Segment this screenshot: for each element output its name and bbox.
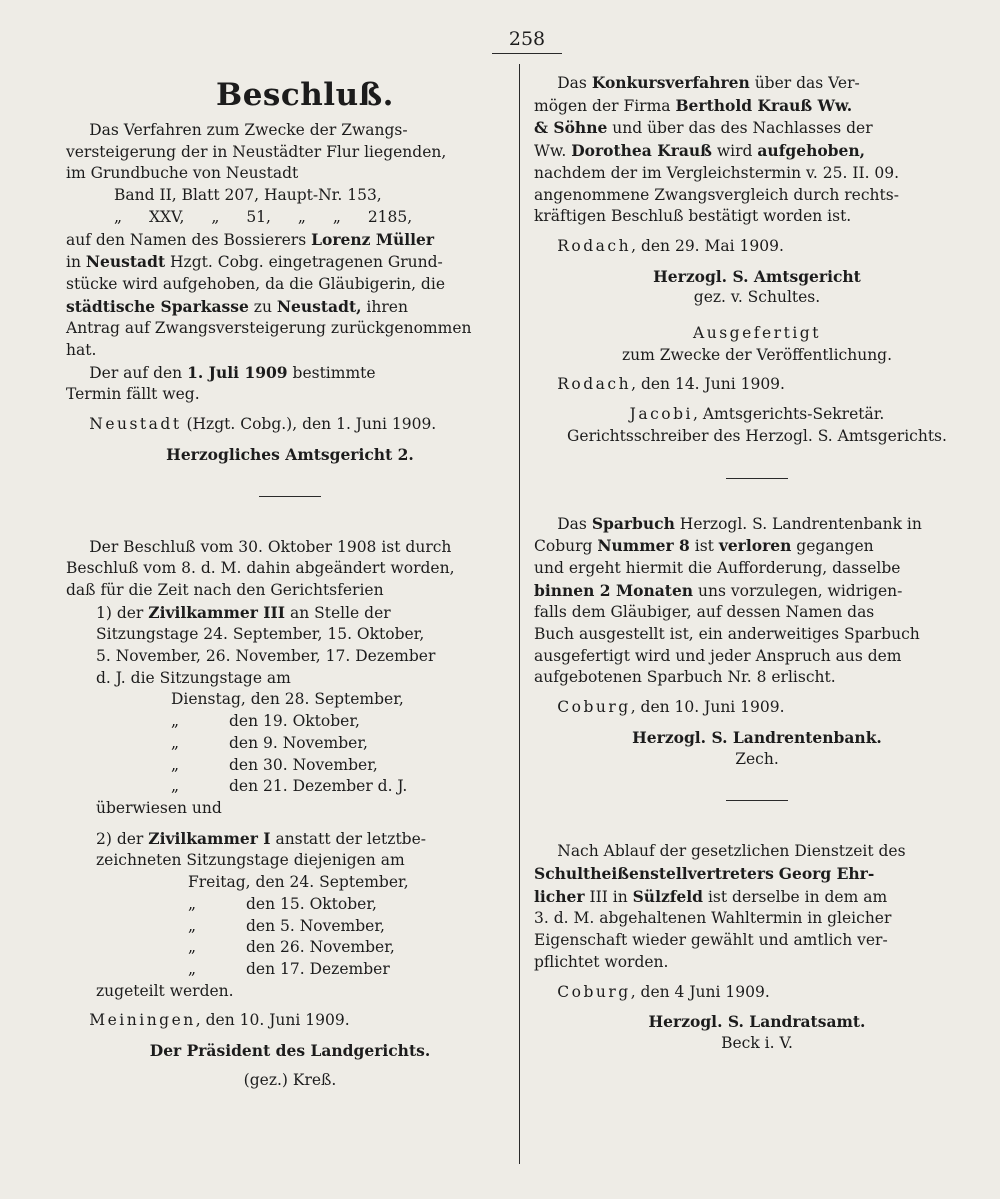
text-line: Der auf den 1. Juli 1909 bestimmte	[89, 362, 376, 382]
land-register-line: Band II, Blatt 207, Haupt-Nr. 153,	[114, 186, 382, 205]
text-line: ausgefertigt wird und jeder Anspruch aus dem	[534, 646, 902, 665]
column-divider	[519, 64, 520, 1164]
page-number-rule	[492, 53, 562, 54]
text-line: auf den Namen des Bossierers Lorenz Müller	[66, 229, 435, 249]
text-line: Eigenschaft wieder gewählt und amtlich ver-	[534, 931, 888, 950]
text-line: Termin fällt weg.	[66, 385, 200, 404]
text-line: falls dem Gläubiger, auf dessen Namen das	[534, 603, 875, 622]
text-line: Nach Ablauf der gesetzlichen Dienstzeit des	[557, 842, 906, 861]
place-date-line: Rodach, den 14. Juni 1909.	[557, 375, 785, 394]
separator-rule	[726, 478, 788, 479]
place-date-line: Rodach, den 29. Mai 1909.	[557, 236, 784, 255]
clerk-role: Gerichtsschreiber des Herzogl. S. Amtsgerichts.	[567, 426, 947, 445]
text-line: Buch ausgestellt ist, ein anderweitiges Sparbuch	[534, 625, 920, 644]
text-line: aufgebotenen Sparbuch Nr. 8 erlischt.	[534, 668, 836, 687]
notice-heading: Beschluß.	[216, 77, 394, 113]
session-date: Dienstag, den 28. September,	[171, 690, 404, 709]
right-column	[534, 72, 980, 1055]
notice-beschluss-neustadt	[66, 72, 514, 466]
owner-name: Lorenz Müller	[311, 229, 435, 249]
text-line: Antrag auf Zwangsversteigerung zurückgenommen	[66, 319, 472, 338]
text-line: und ergeht hiermit die Aufforderung, dasselbe	[534, 558, 901, 577]
signature-authority: Herzogl. S. Amtsgericht	[653, 266, 861, 286]
text-line: Der Beschluß vom 30. Oktober 1908 ist durch	[89, 537, 452, 556]
land-register-line: „ XXV, „ 51, „ „ 2185,	[114, 207, 413, 226]
notice-landgericht-meiningen	[66, 537, 514, 1092]
session-date: „ den 19. Oktober,	[171, 712, 360, 731]
certification-line: Ausgefertigt	[693, 324, 821, 343]
clerk-line: Jacobi, Amtsgerichts-Sekretär.	[629, 405, 885, 424]
text-line: Beschluß vom 8. d. M. dahin abgeändert worden,	[66, 559, 455, 578]
text-line: stücke wird aufgehoben, da die Gläubigerin, die	[66, 274, 445, 293]
text-line: im Grundbuche von Neustadt	[66, 164, 299, 183]
signer-name: Zech.	[735, 749, 779, 768]
list-item: 2) der Zivilkammer I anstatt der letztbe-	[96, 828, 427, 848]
text-line: in Neustadt Hzgt. Cobg. eingetragenen Grund-	[66, 252, 443, 272]
signature-authority: Herzogliches Amtsgericht 2.	[166, 444, 414, 464]
text-line: zugeteilt werden.	[96, 981, 234, 1000]
separator-rule	[259, 496, 321, 497]
session-date: „ den 15. Oktober,	[188, 894, 377, 913]
text-line: überwiesen und	[96, 798, 222, 817]
notice-sparbuch-coburg	[534, 513, 980, 771]
text-line: angenommene Zwangsvergleich durch rechts-	[534, 185, 899, 204]
text-line: binnen 2 Monaten uns vorzulegen, widrigen-	[534, 580, 903, 600]
person-name: Dorothea Krauß	[571, 141, 712, 161]
text-line: 3. d. M. abgehaltenen Wahltermin in gleicher	[534, 909, 892, 928]
cancelled-date: 1. Juli 1909	[187, 362, 288, 382]
person-name: Georg Ehr-	[778, 863, 875, 883]
text-line: pflichtet worden.	[534, 952, 669, 971]
text-line: 5. November, 26. November, 17. Dezember	[96, 647, 436, 666]
text-line: versteigerung der in Neustädter Flur liegenden,	[66, 142, 447, 161]
text-line: d. J. die Sitzungstage am	[96, 668, 291, 687]
certification-line: zum Zwecke der Veröffentlichung.	[621, 345, 893, 364]
signature-authority: Herzogl. S. Landrentenbank.	[632, 727, 882, 747]
signer-name: gez. v. Schultes.	[693, 288, 821, 307]
separator-rule	[726, 800, 788, 801]
place-date-line: Coburg, den 10. Juni 1909.	[557, 698, 785, 717]
creditor-name: städtische Sparkasse	[66, 296, 249, 316]
text-line: daß für die Zeit nach den Gerichtsferien	[66, 580, 384, 599]
text-line: licher III in Sülzfeld ist derselbe in dem am	[534, 886, 888, 906]
town-name: Neustadt	[85, 252, 166, 272]
session-date: „ den 5. November,	[188, 916, 385, 935]
text-line: Das Konkursverfahren über das Ver-	[557, 73, 860, 92]
text-line: städtische Sparkasse zu Neustadt, ihren	[66, 296, 408, 316]
text-line: hat.	[66, 341, 97, 360]
notice-landratsamt-coburg	[534, 841, 980, 1054]
text-line: Coburg Nummer 8 ist verloren gegangen	[534, 536, 874, 556]
place-date-line: Neustadt (Hzgt. Cobg.), den 1. Juni 1909.	[89, 415, 437, 434]
session-date: Freitag, den 24. September,	[188, 873, 409, 892]
list-item: 1) der Zivilkammer III an Stelle der	[96, 602, 391, 622]
place-date-line: Meiningen, den 10. Juni 1909.	[89, 1011, 350, 1030]
chamber-name: Zivilkammer III	[148, 602, 286, 622]
notice-konkurs-rodach	[534, 72, 980, 448]
chamber-name: Zivilkammer I	[148, 828, 271, 848]
text-line: mögen der Firma Berthold Krauß Ww.	[534, 95, 853, 115]
place-date-line: Coburg, den 4 Juni 1909.	[557, 982, 770, 1001]
left-column	[66, 72, 514, 1091]
town-name: Sülzfeld	[632, 886, 704, 906]
text-line: kräftigen Beschluß bestätigt worden ist.	[534, 207, 852, 226]
text-line: Sitzungstage 24. September, 15. Oktober,	[96, 625, 425, 644]
session-date: „ den 26. November,	[188, 938, 395, 957]
text-line: Das Verfahren zum Zwecke der Zwangs-	[89, 121, 408, 139]
signer-name: (gez.) Kreß.	[243, 1070, 337, 1089]
session-date: „ den 9. November,	[171, 733, 368, 752]
text-line: Ww. Dorothea Krauß wird aufgehoben,	[534, 141, 866, 161]
signature-authority: Der Präsident des Landgerichts.	[149, 1041, 431, 1061]
signer-name: Beck i. V.	[721, 1033, 793, 1052]
session-date: „ den 30. November,	[171, 755, 378, 774]
page-number: 258	[508, 28, 546, 50]
signature-authority: Herzogl. S. Landratsamt.	[648, 1012, 866, 1032]
text-line: & Söhne und über das des Nachlasses der	[534, 118, 873, 138]
session-date: „ den 17. Dezember	[188, 959, 390, 978]
text-line: Das Sparbuch Herzogl. S. Landrentenbank in	[557, 513, 922, 533]
company-name: Berthold Krauß Ww.	[675, 95, 853, 115]
text-line: zeichneten Sitzungstage diejenigen am	[96, 851, 405, 870]
text-line: nachdem der im Vergleichstermin v. 25. II. 09.	[534, 163, 900, 182]
text-line: Schultheißenstellvertreters Georg Ehr-	[534, 863, 875, 883]
session-date: „ den 21. Dezember d. J.	[171, 777, 408, 796]
